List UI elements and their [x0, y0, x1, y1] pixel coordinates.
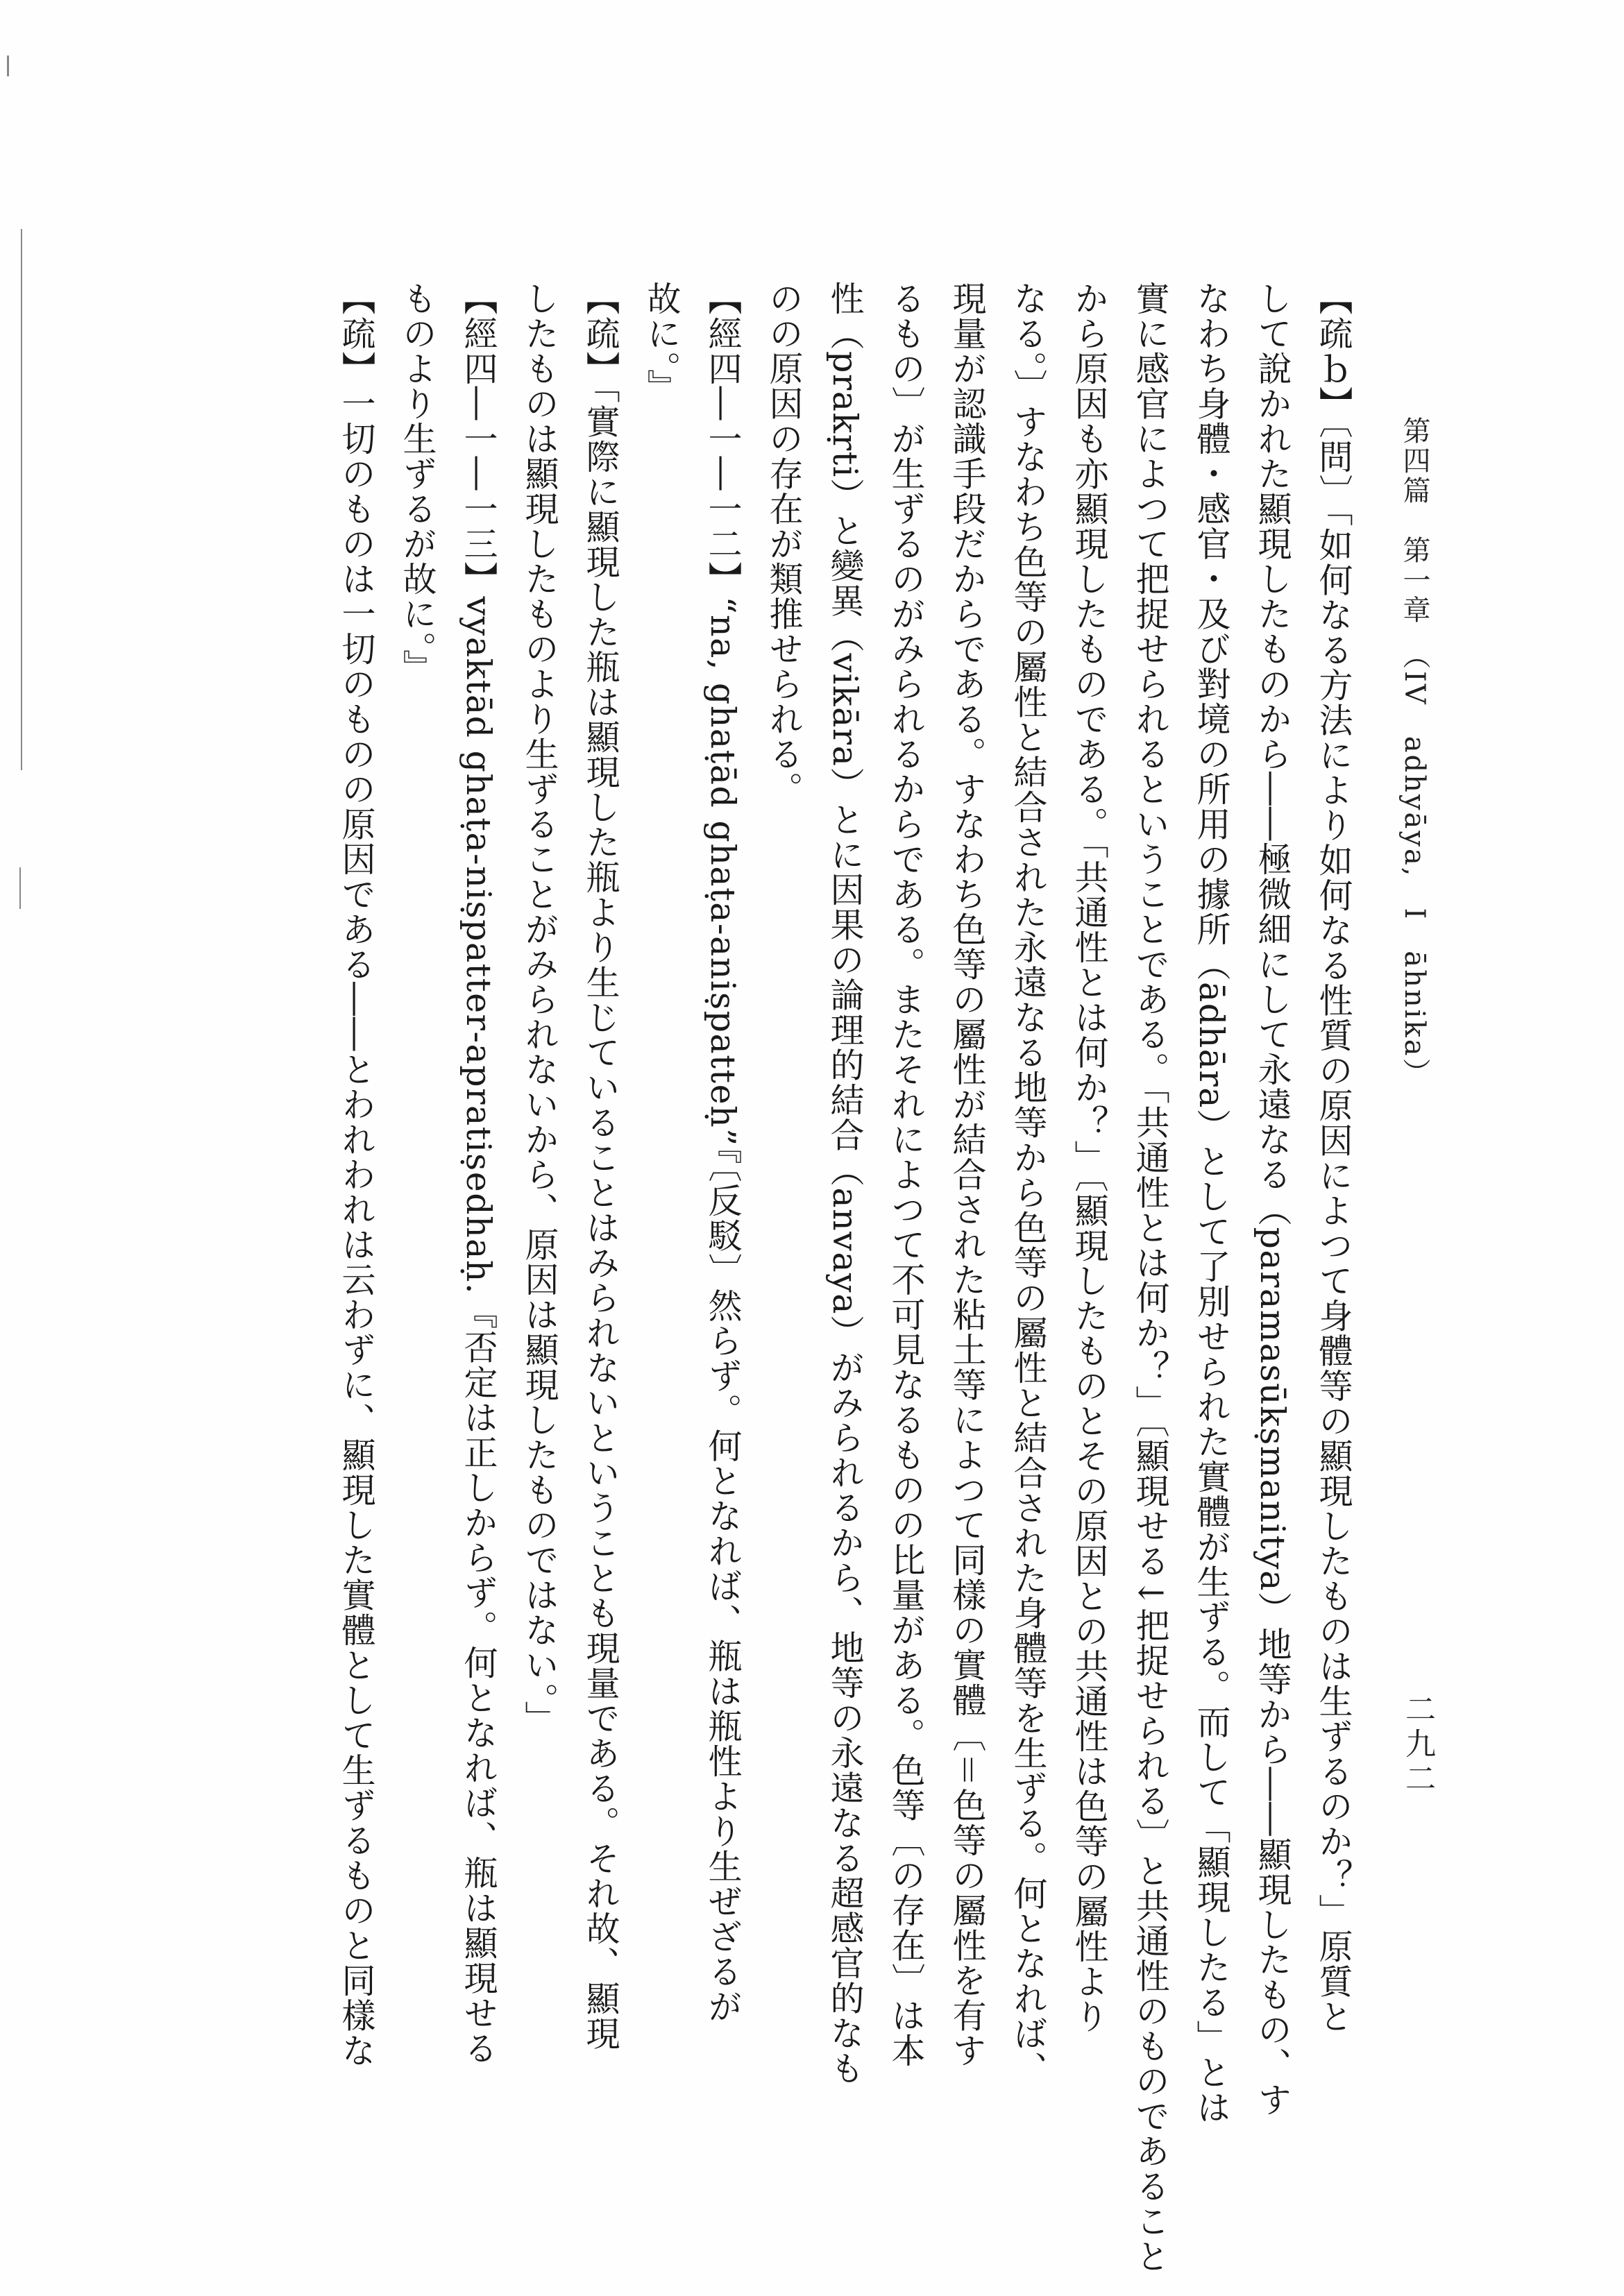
text-column: 故に。』 [642, 281, 682, 405]
text-column: したものは顯現したものより生ずることがみられないから、原因は顯現したものではない。」 [520, 281, 559, 1736]
text-column: 實に感官によつて把捉せられるということである。「共通性とは何か？」〔顯現せる↓把捉せられる〕と共通性のものであること [1131, 281, 1170, 2274]
commentary-column: 【疏】一切のものは一切のものの原因である――とわれわれは云わずに、顯現した實體として生ずるものと同樣な [337, 281, 376, 2068]
scan-edge-mark [7, 56, 9, 76]
commentary-column: 【疏】「實際に顯現した瓶は顯現した瓶より生じていることはみられないということも現量である。それ故、顯現 [581, 281, 620, 2051]
text-column: から原因も亦顯現したものである。「共通性とは何か？」〔顯現したものとその原因との共通性は色等の屬性より [1069, 281, 1109, 2034]
sutra-column: 【經四―一―一二】“na, ghaṭād ghaṭa-aniṣpatteḥ”『〔反駁〕然らず。何となれば、瓶は瓶性より生ぜざるが [703, 281, 743, 2024]
text-column: して說かれた顯現したものから――極微細にして永遠なる（paramasūkṣmanitya）地等から――顯現したもの、す [1253, 281, 1292, 2118]
body-text [246, 281, 1364, 2274]
running-header: 第四篇 第一章 （IV adhyāya, I āhnika） [1398, 416, 1430, 1088]
text-column: 現量が認識手段だからである。すなわち色等の屬性が結合された粘土等によつて同樣の實體〔＝色等の屬性を有す [947, 281, 987, 2068]
scan-edge-mark [21, 229, 22, 770]
text-column: なる。〕すなわち色等の屬性と結合された永遠なる地等から色等の屬性と結合された身體等を生ずる。何となれば、 [1008, 281, 1048, 2086]
scan-edge-mark [19, 867, 21, 909]
text-column: るもの〕が生ずるのがみられるからである。またそれによつて不可見なるものの比量がある。色等〔の存在〕は本 [886, 281, 926, 2068]
text-column: のの原因の存在が類推せられる。 [764, 281, 804, 807]
text-column: 性（prakṛti）と變異（vikāra）とに因果の論理的結合（anvaya）がみられるから、地等の永遠なる超感官的なも [825, 281, 865, 2086]
sutra-column: 【經四―一―一三】vyaktād ghaṭa-niṣpatter-apratiṣedhaḥ.『否定は正しからず。何となれば、瓶は顯現せる [459, 281, 498, 2066]
text-column: ものより生ずるが故に。』 [398, 281, 437, 685]
text-column: なわち身體・感官・及び對境の所用の據所（ādhāra）として了別せられた實體が生ずる。而して「顯現したる」とは [1192, 281, 1231, 2125]
text-column: 【疏ｂ】〔問〕「如何なる方法により如何なる性質の原因によつて身體等の顯現したものは生ずるのか？」原質と [1314, 281, 1353, 2034]
page-number: 二九二 [1400, 1693, 1435, 1797]
